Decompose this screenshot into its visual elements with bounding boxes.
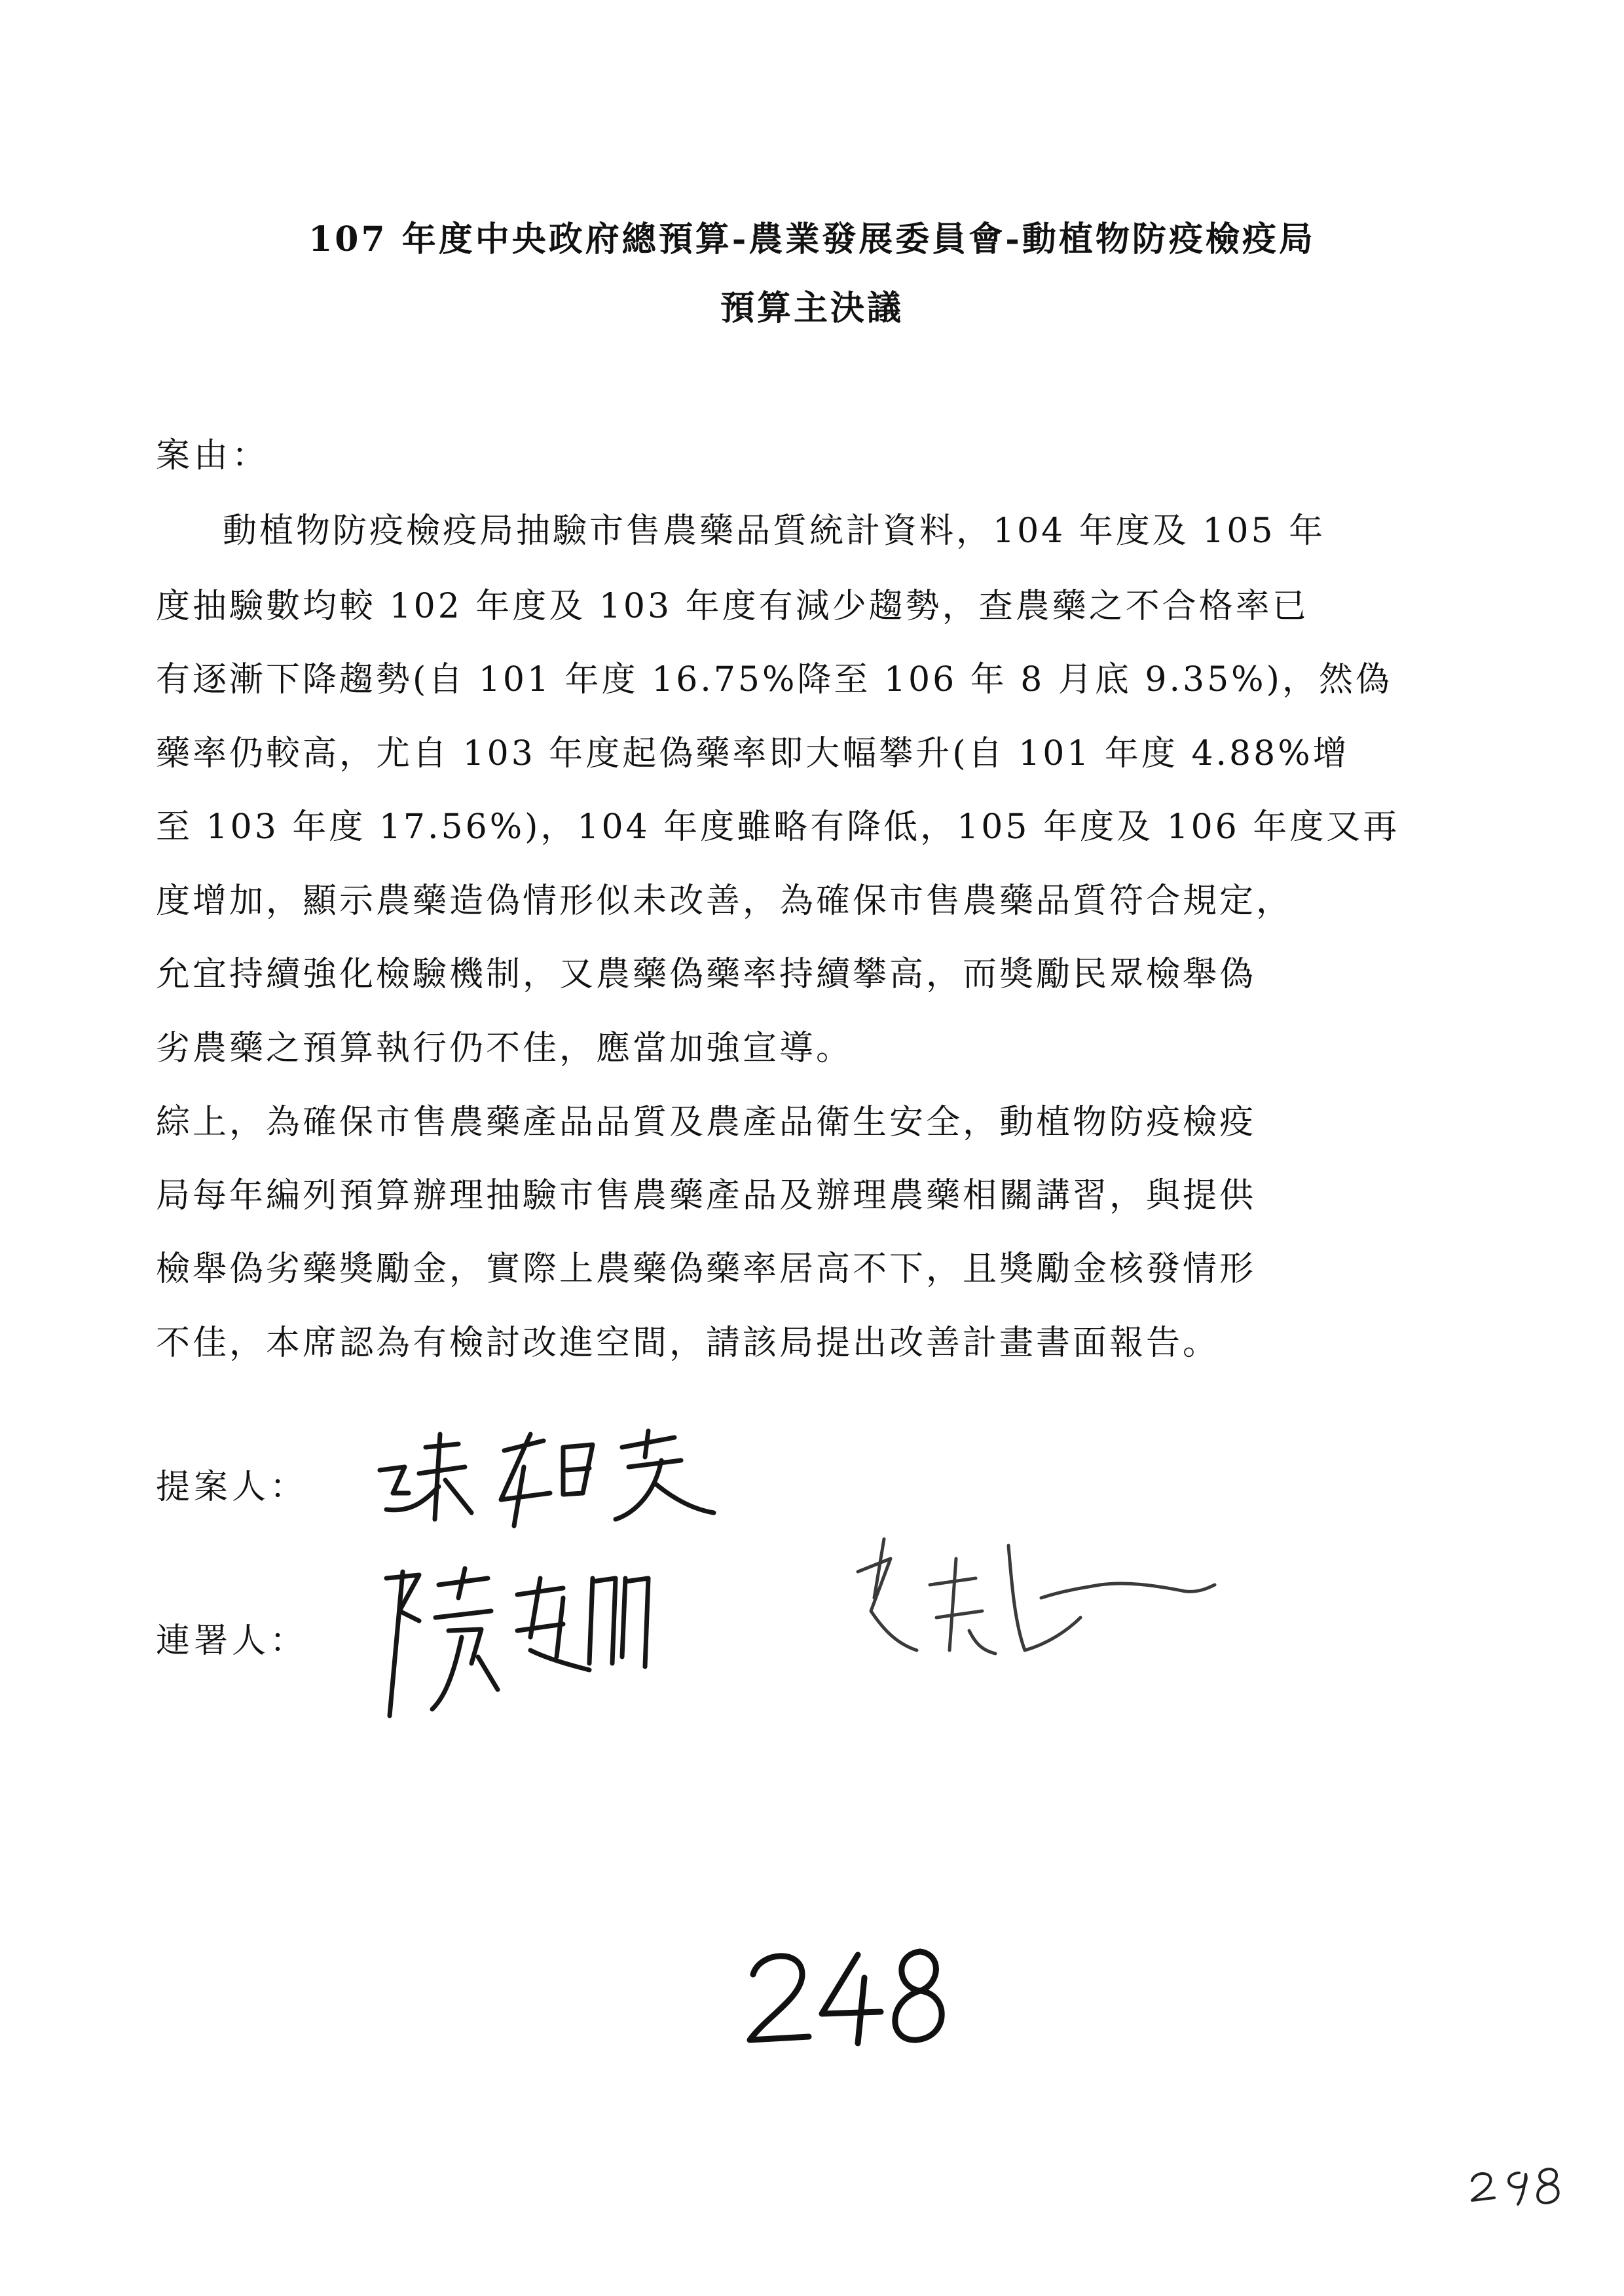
corner-page-number [1467,2155,1565,2207]
cosigner-signature [367,1559,733,1729]
body-line: 度抽驗數均較 102 年度及 103 年度有減少趨勢，查農藥之不合格率已 [156,587,1309,626]
body-line: 允宜持續強化檢驗機制，又農藥偽藥率持續攀高，而獎勵民眾檢舉偽 [156,955,1257,994]
body-line: 局每年編列預算辦理抽驗市售農藥產品及辦理農藥相關講習，與提供 [156,1176,1257,1215]
body-line: 度增加，顯示農藥造偽情形似未改善，為確保市售農藥品質符合規定， [156,881,1293,921]
body-line: 藥率仍較高，尤自 103 年度起偽藥率即大幅攀升(自 101 年度 4.88%增 [156,734,1350,773]
cosigner-signature [845,1519,1225,1690]
body-line: 不佳，本席認為有檢討改進空間，請該局提出改善計畫書面報告。 [156,1324,1220,1363]
body-line: 動植物防疫檢疫局抽驗市售農藥品質統計資料，104 年度及 105 年 [223,511,1326,551]
body-line: 有逐漸下降趨勢(自 101 年度 16.75%降至 106 年 8 月底 9.35%)，然偽 [156,660,1392,699]
body-line: 劣農藥之預算執行仍不佳，應當加強宣導。 [156,1029,853,1068]
case-label: 案由： [156,436,270,475]
body-line: 綜上，為確保市售農藥產品品質及農產品衛生安全，動植物防疫檢疫 [156,1103,1257,1142]
document-subtitle: 預算主決議 [720,288,904,328]
cosigner-label: 連署人： [156,1621,308,1661]
body-line: 至 103 年度 17.56%)，104 年度雖略有降低，105 年度及 106 年度又再 [156,807,1400,847]
body-line: 檢舉偽劣藥獎勵金，實際上農藥偽藥率居高不下，且獎勵金核發情形 [156,1250,1257,1289]
proposer-signature [367,1421,733,1532]
proposer-label: 提案人： [156,1468,308,1507]
handwritten-page-number [740,1938,963,2056]
document-title: 107 年度中央政府總預算-農業發展委員會-動植物防疫檢疫局 [308,219,1316,259]
